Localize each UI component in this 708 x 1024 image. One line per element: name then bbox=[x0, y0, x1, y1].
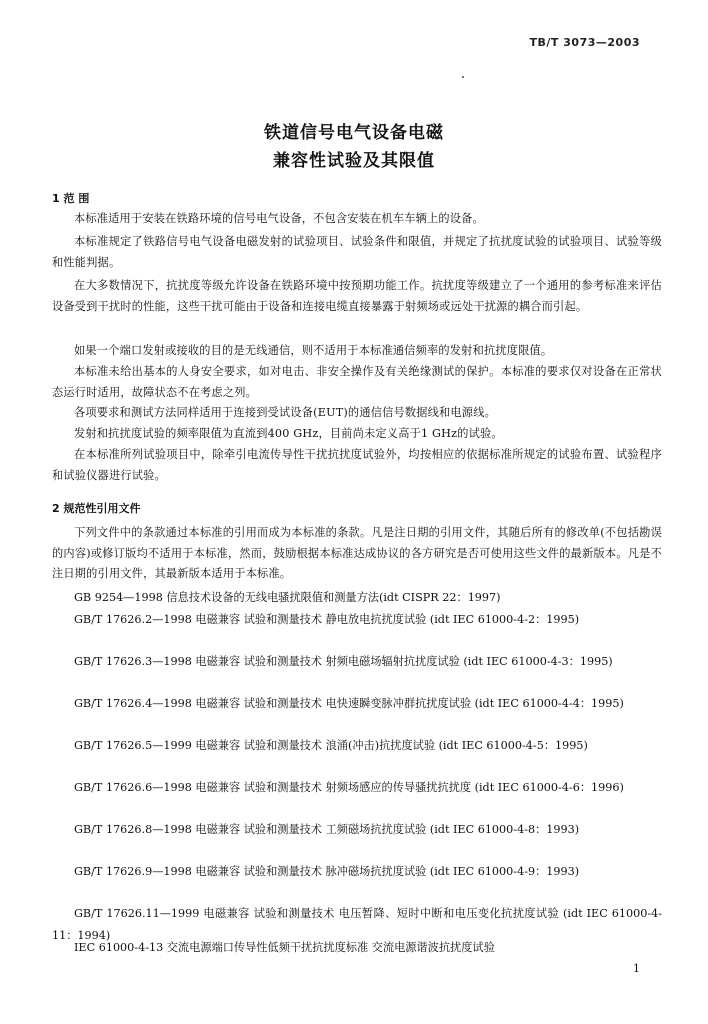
document-title-line1: 铁道信号电气设备电磁 bbox=[264, 123, 444, 143]
reference-item: GB/T 17626.2—1998 电磁兼容 试验和测量技术 静电放电抗扰度试验 (idt IEC 61000-4-2：1995) bbox=[74, 613, 580, 626]
scope-paragraph: 各项要求和测试方法同样适用于连接到受试设备(EUT)的通信信号数据线和电源线。 bbox=[74, 406, 496, 419]
scope-paragraph: 在本标准所列试验项目中，除牵引电流传导性干扰抗扰度试验外，均按相应的依据标准所规定的试验布置、试验程序和试验仪器进行试验。 bbox=[52, 448, 662, 482]
reference-item: IEC 61000-4-13 交流电源端口传导性低频干扰抗扰度标准 交流电源谐波抗扰度试验 bbox=[74, 941, 495, 954]
reference-item: GB/T 17626.11—1999 电磁兼容 试验和测量技术 电压暂降、短时中断和电压变化抗扰度试验 (idt IEC 61000-4-11：1994) bbox=[52, 907, 662, 942]
scope-paragraph: 本标准适用于安装在铁路环境的信号电气设备，不包含安装在机车车辆上的设备。 bbox=[74, 212, 484, 225]
section-heading-scope: 1 范 围 bbox=[52, 192, 90, 205]
scope-paragraph: 发射和抗扰度试验的频率限值为直流到400 GHz，目前尚未定义高于1 GHz的试验。 bbox=[74, 427, 503, 440]
reference-item: GB/T 17626.4—1998 电磁兼容 试验和测量技术 电快速瞬变脉冲群抗扰度试验 (idt IEC 61000-4-4：1995) bbox=[74, 697, 624, 710]
section-heading-normative-references: 2 规范性引用文件 bbox=[52, 502, 141, 515]
scope-paragraph: 在大多数情况下，抗扰度等级允许设备在铁路环境中按预期功能工作。抗扰度等级建立了一个通用的参考标准来评估设备受到干扰时的性能，这些干扰可能由于设备和连接电缆直接暴露于射频场或远处干扰源的耦合而引起。 bbox=[52, 279, 662, 313]
reference-item: GB/T 17626.9—1998 电磁兼容 试验和测量技术 脉冲磁场抗扰度试验 (idt IEC 61000-4-9：1993) bbox=[74, 865, 580, 878]
reference-item: GB/T 17626.3—1998 电磁兼容 试验和测量技术 射频电磁场辐射抗扰度试验 (idt IEC 61000-4-3：1995) bbox=[74, 655, 613, 668]
scope-paragraph: 本标准规定了铁路信号电气设备电磁发射的试验项目、试验条件和限值，并规定了抗扰度试验的试验项目、试验等级和性能判据。 bbox=[52, 235, 662, 269]
scan-speck bbox=[462, 76, 464, 78]
reference-item: GB/T 17626.5—1999 电磁兼容 试验和测量技术 浪涌(冲击)抗扰度试验 (idt IEC 61000-4-5：1995) bbox=[74, 739, 588, 752]
document-title-line2: 兼容性试验及其限值 bbox=[273, 151, 435, 171]
reference-item: GB 9254—1998 信息技术设备的无线电骚扰限值和测量方法(idt CISPR 22：1997) bbox=[74, 591, 501, 604]
standard-number: TB/T 3073—2003 bbox=[529, 36, 640, 49]
scope-paragraph: 如果一个端口发射或接收的目的是无线通信，则不适用于本标准通信频率的发射和抗扰度限值。 bbox=[74, 344, 553, 357]
page-number: 1 bbox=[633, 962, 640, 975]
references-intro-paragraph: 下列文件中的条款通过本标准的引用而成为本标准的条款。凡是注日期的引用文件，其随后所有的修改单(不包括勘误的内容)或修订版均不适用于本标准，然而，鼓励根据本标准达成协议的各方研究是否可使用这些文件的最新版本。凡是不注日期的引用文件，其最新版本适用于本标准。 bbox=[52, 526, 662, 581]
scope-paragraph: 本标准未给出基本的人身安全要求，如对电击、非安全操作及有关绝缘测试的保护。本标准的要求仅对设备在正常状态运行时适用，故障状态不在考虑之列。 bbox=[52, 365, 662, 399]
reference-item: GB/T 17626.6—1998 电磁兼容 试验和测量技术 射频场感应的传导骚扰抗扰度 (idt IEC 61000-4-6：1996) bbox=[74, 781, 624, 794]
reference-item: GB/T 17626.8—1998 电磁兼容 试验和测量技术 工频磁场抗扰度试验 (idt IEC 61000-4-8：1993) bbox=[74, 823, 580, 836]
